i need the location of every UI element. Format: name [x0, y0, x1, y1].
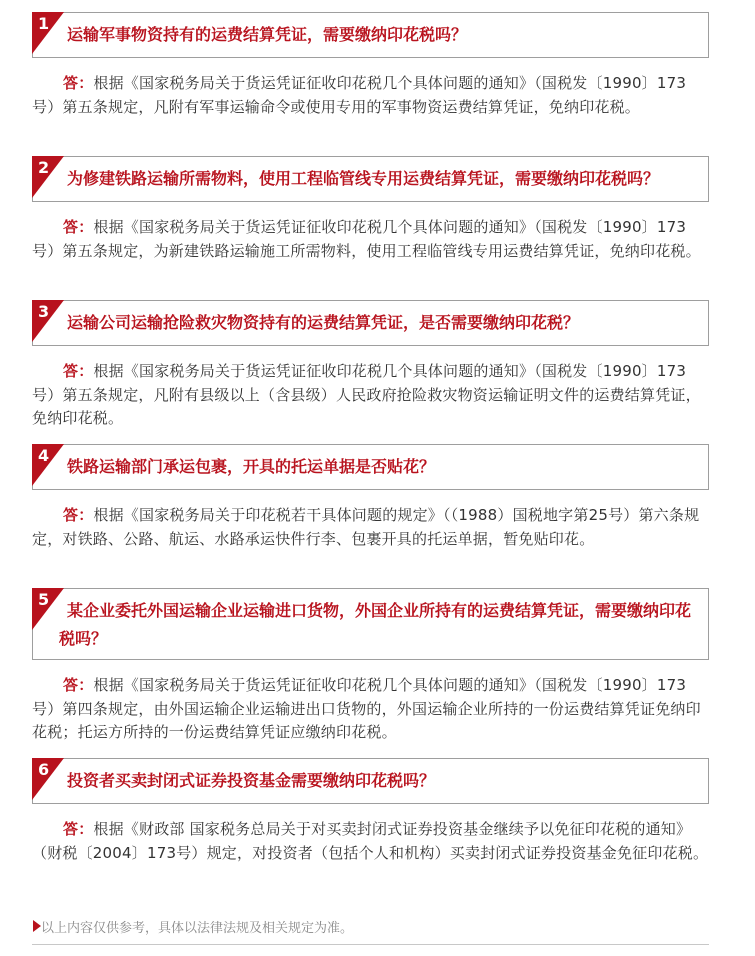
answer-label: 答： — [63, 506, 94, 524]
question-box — [32, 758, 709, 804]
answer-body: 根据《国家税务局关于货运凭证征收印花税几个具体问题的通知》（国税发〔1990〕173号）第四条规定，由外国运输企业运输进出口货物的，外国运输企业所持的一份运费结算凭证免纳印花税；托运方所持的一份运费结算凭证应缴纳印花税。 — [32, 676, 701, 741]
question-box — [32, 588, 709, 660]
answer-text — [32, 216, 709, 263]
answer-text — [32, 674, 709, 745]
question-text: 投资者买卖封闭式证券投资基金需要缴纳印花税吗？ — [67, 771, 436, 790]
answer-body: 根据《国家税务局关于货运凭证征收印花税几个具体问题的通知》（国税发〔1990〕173号）第五条规定，凡附有军事运输命令或使用专用的军事物资运费结算凭证，免纳印花税。 — [32, 74, 687, 116]
answer-text — [32, 72, 709, 119]
question-box — [32, 300, 709, 346]
answer-label: 答： — [63, 74, 94, 92]
answer-label: 答： — [63, 362, 94, 380]
answer-text — [32, 504, 709, 551]
question-text: 为修建铁路运输所需物料，使用工程临管线专用运费结算凭证，需要缴纳印花税吗？ — [67, 169, 660, 188]
footer-divider — [32, 944, 709, 945]
answer-body: 根据《国家税务局关于货运凭证征收印花税几个具体问题的通知》（国税发〔1990〕173号）第五条规定，为新建铁路运输施工所需物料，使用工程临管线专用运费结算凭证，免纳印花税。 — [32, 218, 701, 260]
number-text: 4 — [38, 446, 50, 465]
disclaimer-text: 以上内容仅供参考，具体以法律法规及相关规定为准。 — [41, 921, 354, 936]
number-text: 1 — [38, 14, 50, 33]
number-text: 3 — [38, 302, 50, 321]
triangle-marker-icon — [33, 920, 41, 932]
question-box — [32, 444, 709, 490]
answer-body: 根据《国家税务局关于货运凭证征收印花税几个具体问题的通知》（国税发〔1990〕173号）第五条规定，凡附有县级以上（含县级）人民政府抢险救灾物资运输证明文件的运费结算凭证，免纳印花税。 — [32, 362, 701, 427]
answer-text — [32, 818, 709, 865]
answer-label: 答： — [63, 820, 94, 838]
number-text: 2 — [38, 158, 50, 177]
question-text: 某企业委托外国运输企业运输进口货物，外国企业所持有的运费结算凭证，需要缴纳印花税吗？ — [59, 601, 692, 648]
number-text: 5 — [38, 590, 50, 609]
question-box — [32, 12, 709, 58]
number-text: 6 — [38, 760, 50, 779]
question-text: 运输公司运输抢险救灾物资持有的运费结算凭证，是否需要缴纳印花税？ — [67, 313, 580, 332]
question-box — [32, 156, 709, 202]
answer-label: 答： — [63, 218, 94, 236]
answer-body: 根据《国家税务局关于印花税若干具体问题的规定》（（1988）国税地字第25号）第六条规定，对铁路、公路、航运、水路承运快件行李、包裹开具的托运单据，暂免贴印花。 — [32, 506, 700, 548]
answer-text — [32, 360, 709, 431]
question-text: 铁路运输部门承运包裹，开具的托运单据是否贴花？ — [67, 457, 436, 476]
question-text: 运输军事物资持有的运费结算凭证，需要缴纳印花税吗？ — [67, 25, 468, 44]
answer-label: 答： — [63, 676, 94, 694]
answer-body: 根据《财政部 国家税务总局关于对买卖封闭式证券投资基金继续予以免征印花税的通知》（财税〔2004〕173号）规定，对投资者（包括个人和机构）买卖封闭式证券投资基金免征印花税。 — [32, 820, 709, 862]
